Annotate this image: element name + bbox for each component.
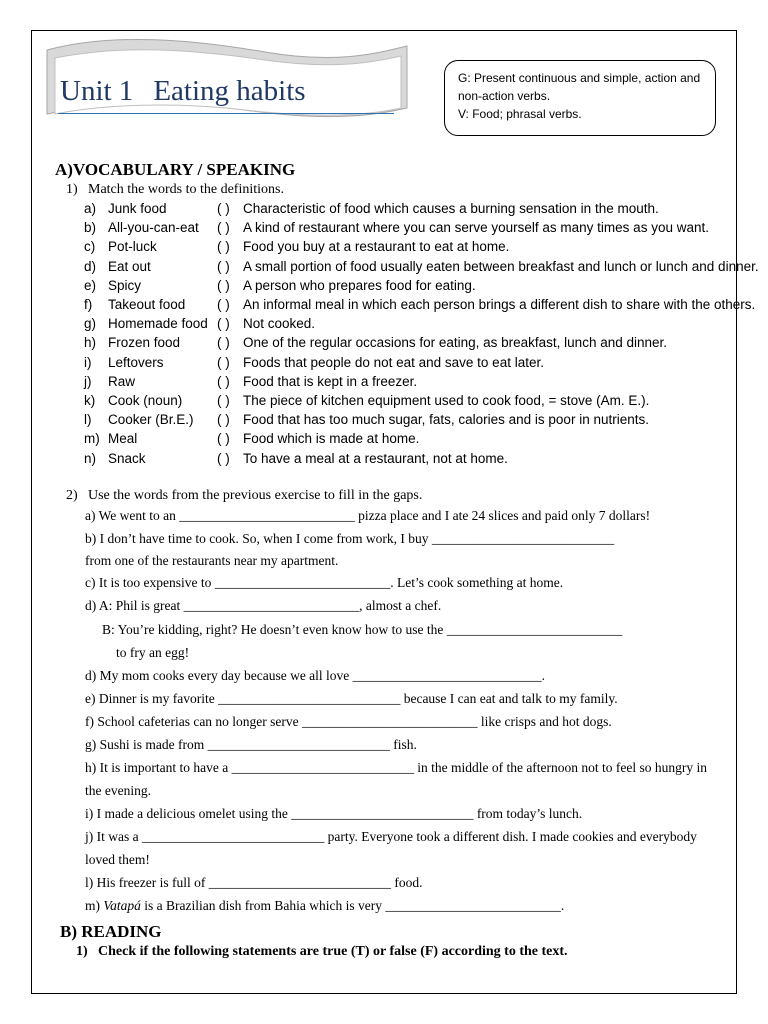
unit-title bbox=[60, 75, 306, 108]
matching-word: Pot-luck bbox=[108, 239, 157, 255]
fill-line: b) I don’t have time to cook. So, when I come from work, I buy ___________________________ bbox=[85, 531, 615, 546]
fill-m-prefix: m) bbox=[85, 898, 104, 913]
q2-instruction bbox=[66, 488, 422, 504]
q1-text: Match the words to the definitions. bbox=[88, 182, 284, 197]
matching-answer-blank: ( ) bbox=[217, 354, 230, 370]
fill-line: c) It is too expensive to __________________________. Let’s cook something at home. bbox=[85, 575, 564, 590]
matching-definition: Characteristic of food which causes a burning sensation in the mouth. bbox=[243, 201, 659, 216]
matching-word: All-you-can-eat bbox=[108, 220, 199, 236]
matching-definition: Food that has too much sugar, fats, calories and is poor in nutrients. bbox=[243, 412, 649, 428]
matching-definition: An informal meal in which each person brings a different dish to share with the others. bbox=[243, 297, 756, 312]
fill-m-rest: is a Brazilian dish from Bahia which is very __________________________. bbox=[140, 898, 565, 913]
fill-line bbox=[85, 898, 564, 914]
matching-answer-blank: ( ) bbox=[217, 220, 230, 236]
matching-answer-blank: ( ) bbox=[217, 316, 230, 332]
fill-line: from one of the restaurants near my apartment. bbox=[85, 553, 339, 568]
matching-word: Raw bbox=[108, 373, 136, 389]
matching-word: Meal bbox=[108, 431, 138, 447]
matching-answer-blank: ( ) bbox=[217, 373, 230, 389]
matching-answer-blank: ( ) bbox=[217, 277, 230, 293]
q1-instruction bbox=[66, 182, 284, 198]
matching-letter: c) bbox=[84, 239, 96, 255]
fill-line: h) It is important to have a ___________________________ in the middle of the afternoon not to feel so hungry in bbox=[85, 760, 708, 775]
q1-number: 1) bbox=[66, 182, 78, 197]
section-a-heading: A)VOCABULARY / SPEAKING bbox=[55, 160, 296, 179]
matching-answer-blank: ( ) bbox=[217, 239, 230, 255]
fill-line: i) I made a delicious omelet using the ___________________________ from today’s lunch. bbox=[85, 806, 583, 821]
matching-letter: e) bbox=[84, 277, 97, 293]
unit-name: Eating habits bbox=[153, 75, 306, 107]
fill-line: l) His freezer is full of ___________________________ food. bbox=[85, 875, 423, 890]
fill-line: j) It was a ___________________________ party. Everyone took a different dish. I made cookies and everybody bbox=[85, 829, 697, 844]
matching-definition: Food that is kept in a freezer. bbox=[243, 373, 418, 389]
b1-text: Check if the following statements are true (T) or false (F) according to the text. bbox=[98, 944, 568, 959]
matching-definition: One of the regular occasions for eating, as breakfast, lunch and dinner. bbox=[243, 335, 668, 351]
matching-letter: b) bbox=[84, 220, 97, 236]
matching-word: Takeout food bbox=[108, 297, 186, 312]
fill-line: d) My mom cooks every day because we all love ____________________________. bbox=[85, 668, 546, 683]
matching-answer-blank: ( ) bbox=[217, 431, 230, 447]
matching-letter: n) bbox=[84, 450, 97, 466]
matching-definition: Food you buy at a restaurant to eat at home. bbox=[243, 239, 510, 255]
fill-line: d) A: Phil is great __________________________, almost a chef. bbox=[85, 598, 442, 613]
q2-text: Use the words from the previous exercise to fill in the gaps. bbox=[88, 488, 423, 503]
fill-m-italic: Vatapá bbox=[103, 898, 141, 913]
q2-number: 2) bbox=[66, 488, 78, 503]
matching-letter: l) bbox=[84, 412, 92, 428]
matching-definition: To have a meal at a restaurant, not at home. bbox=[243, 450, 508, 466]
matching-letter: a) bbox=[84, 201, 97, 216]
fill-line: loved them! bbox=[85, 852, 150, 867]
grammar-vocab-box bbox=[444, 60, 716, 136]
matching-letter: i) bbox=[84, 354, 92, 370]
grammar-line-2: non-action verbs. bbox=[458, 89, 551, 103]
matching-word: Cooker (Br.E.) bbox=[108, 412, 194, 428]
matching-answer-blank: ( ) bbox=[217, 412, 230, 428]
matching-definition: The piece of kitchen equipment used to cook food, = stove (Am. E.). bbox=[243, 393, 650, 408]
fill-line: g) Sushi is made from ___________________________ fish. bbox=[85, 737, 417, 752]
matching-word: Eat out bbox=[108, 258, 151, 274]
matching-word: Junk food bbox=[108, 201, 167, 216]
matching-answer-blank: ( ) bbox=[217, 258, 230, 274]
matching-letter: m) bbox=[84, 431, 100, 447]
fill-line: a) We went to an __________________________ pizza place and I ate 24 slices and paid only 7 dollars! bbox=[85, 508, 651, 523]
fill-line: the evening. bbox=[85, 783, 151, 798]
section-b-heading: B) READING bbox=[60, 922, 162, 941]
matching-letter: g) bbox=[84, 316, 97, 332]
matching-word: Leftovers bbox=[108, 354, 164, 370]
matching-letter: d) bbox=[84, 258, 97, 274]
b1-instruction bbox=[76, 944, 568, 960]
fill-line: to fry an egg! bbox=[116, 645, 190, 660]
matching-answer-blank: ( ) bbox=[217, 201, 230, 216]
matching-letter: f) bbox=[84, 297, 93, 312]
fill-line: f) School cafeterias can no longer serve __________________________ like crisps and hot dogs. bbox=[85, 714, 612, 729]
title-underline bbox=[58, 113, 394, 114]
matching-definition: A kind of restaurant where you can serve yourself as many times as you want. bbox=[243, 220, 709, 236]
matching-letter: j) bbox=[84, 373, 92, 389]
matching-word: Homemade food bbox=[108, 316, 208, 332]
matching-definition: A small portion of food usually eaten between breakfast and lunch or lunch and dinner. bbox=[243, 258, 759, 274]
matching-answer-blank: ( ) bbox=[217, 297, 230, 312]
fill-line: B: You’re kidding, right? He doesn’t even know how to use the __________________________ bbox=[102, 622, 623, 637]
matching-word: Frozen food bbox=[108, 335, 181, 351]
matching-word: Spicy bbox=[108, 277, 142, 293]
matching-letter: h) bbox=[84, 335, 97, 351]
matching-answer-blank: ( ) bbox=[217, 450, 230, 466]
matching-definition: A person who prepares food for eating. bbox=[243, 277, 476, 293]
matching-definition: Not cooked. bbox=[243, 316, 316, 332]
fill-line: e) Dinner is my favorite ___________________________ because I can eat and talk to my family. bbox=[85, 691, 618, 706]
matching-definition: Foods that people do not eat and save to eat later. bbox=[243, 354, 544, 370]
matching-answer-blank: ( ) bbox=[217, 393, 230, 408]
matching-word: Cook (noun) bbox=[108, 393, 183, 408]
matching-definition: Food which is made at home. bbox=[243, 431, 420, 447]
matching-letter: k) bbox=[84, 393, 96, 408]
unit-number: Unit 1 bbox=[60, 75, 134, 107]
b1-number: 1) bbox=[76, 944, 88, 959]
vocab-line: V: Food; phrasal verbs. bbox=[458, 107, 582, 121]
matching-word: Snack bbox=[108, 450, 146, 466]
matching-answer-blank: ( ) bbox=[217, 335, 230, 351]
grammar-line-1: G: Present continuous and simple, action and bbox=[458, 71, 701, 85]
